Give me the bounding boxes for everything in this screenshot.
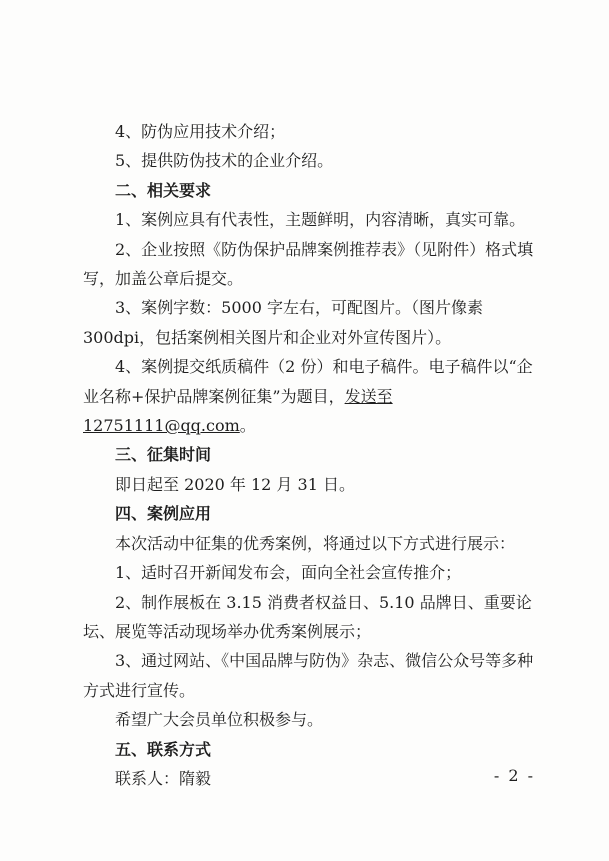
requirement-3: 3、案例字数：5000 字左右，可配图片。（图片像素 300dpi，包括案例相关图片和企业对外宣传图片）。 bbox=[83, 298, 483, 347]
item-4: 4、防伪应用技术介绍； bbox=[115, 122, 286, 141]
requirement-4-end: 。 bbox=[239, 416, 256, 436]
document-body bbox=[83, 117, 543, 793]
requirement-4-text: 4、案例提交纸质稿件（2 份）和电子稿件。电子稿件以“企业名称+保护品牌案例征集”为题目， bbox=[83, 357, 533, 406]
section-heading-application: 四、案例应用 bbox=[115, 504, 212, 524]
application-2: 2、制作展板在 3.15 消费者权益日、5.10 品牌日、重要论坛、展览等活动现场举办优秀案例展示； bbox=[83, 592, 532, 641]
page-number: - 2 - bbox=[493, 766, 535, 785]
contact-person: 联系人：隋毅 bbox=[115, 768, 212, 788]
email-link[interactable]: 发送至 12751111@qq.com bbox=[83, 386, 393, 436]
collection-time: 即日起至 2020 年 12 月 31 日。 bbox=[115, 474, 355, 494]
item-5: 5、提供防伪技术的企业介绍。 bbox=[115, 151, 334, 171]
requirement-1: 1、案例应具有代表性，主题鲜明，内容清晰，真实可靠。 bbox=[115, 210, 526, 230]
application-1: 1、适时召开新闻发布会，面向全社会宣传推介； bbox=[115, 563, 462, 583]
application-intro: 本次活动中征集的优秀案例，将通过以下方式进行展示： bbox=[115, 533, 516, 553]
section-heading-contact: 五、联系方式 bbox=[115, 739, 212, 759]
closing-remark: 希望广大会员单位积极参与。 bbox=[115, 710, 324, 730]
application-3: 3、通过网站、《中国品牌与防伪》杂志、微信公众号等多种方式进行宣传。 bbox=[83, 651, 534, 700]
requirement-2: 2、企业按照《防伪保护品牌案例推荐表》（见附件）格式填写，加盖公章后提交。 bbox=[83, 239, 534, 289]
section-heading-requirements: 二、相关要求 bbox=[115, 180, 212, 200]
section-heading-time: 三、征集时间 bbox=[115, 445, 212, 465]
requirement-4 bbox=[83, 352, 543, 440]
